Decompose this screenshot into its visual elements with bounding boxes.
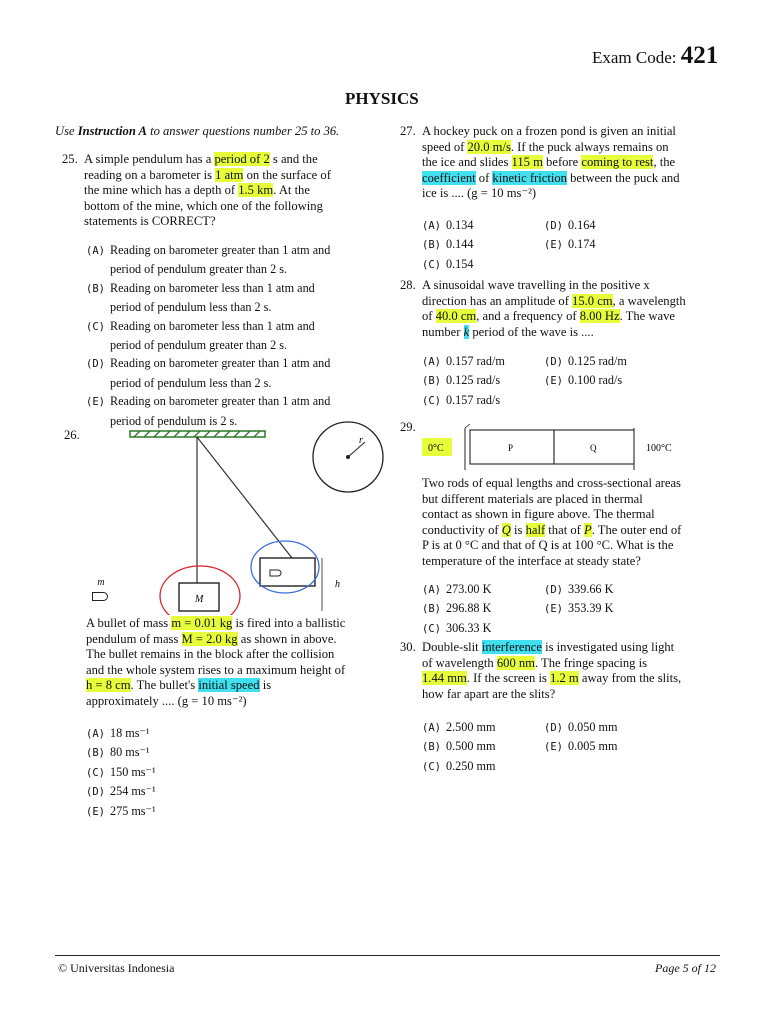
option[interactable]: (B) Reading on barometer less than 1 atm and period of pendulum less than 2 s. (86, 280, 315, 315)
option[interactable]: (E) 0.005 mm (544, 739, 618, 754)
option[interactable]: (E) 0.174 (544, 237, 596, 252)
q27-options-left (422, 216, 473, 274)
option[interactable]: (A) Reading on barometer greater than 1 atm and period of pendulum greater than 2 s. (86, 243, 331, 277)
q27-options-right (544, 216, 595, 255)
q29-options-right (544, 580, 613, 619)
option[interactable]: (D) 0.164 (544, 218, 596, 232)
page-title: PHYSICS (345, 89, 419, 108)
height-label: h (335, 579, 340, 590)
q29-options-left (422, 580, 491, 638)
question-number: 30. (400, 640, 416, 654)
radius-label: r (359, 435, 363, 446)
question-25: 25. A simple pendulum has a period of 2 s and the reading on a barometer is 1 atm on the surface of the mine which has a depth of 1.5 km. At the bottom of the mine, which one of the following statements is CORRECT? (62, 152, 331, 229)
option[interactable]: (A) 2.500 mm (422, 720, 496, 734)
footer-page-number: Page 5 of 12 (655, 961, 716, 975)
question-29: Two rods of equal lengths and cross-sectional areas but different materials are placed in thermal contact as shown in figure above. The thermal conductivity of Q is half that of P. The outer end of P is at 0 °C and that of Q is at 100 °C. What is the temperature of the interface at steady state? (422, 476, 682, 568)
option[interactable]: (A) 0.157 rad/m (422, 354, 505, 368)
right-temp-label: 100°C (646, 443, 672, 454)
q30-options-left (422, 718, 495, 776)
option[interactable]: (E) Reading on barometer greater than 1 atm and period of pendulum is 2 s. (86, 394, 331, 428)
q28-options-left (422, 352, 505, 410)
option[interactable]: (C) 306.33 K (422, 620, 492, 635)
option[interactable]: (E) 0.100 rad/s (544, 373, 623, 388)
question-number: 27. (400, 124, 416, 138)
option[interactable]: (D) 339.66 K (544, 582, 614, 596)
block-M-label: M (195, 594, 204, 605)
option[interactable]: (B) 80 ms⁻¹ (86, 745, 150, 760)
pendulum-string-swung (197, 437, 292, 558)
exam-code-label: Exam Code: (592, 48, 677, 67)
question-28: 28. A sinusoidal wave travelling in the positive x direction has an amplitude of 15.0 cm, a wavelength of 40.0 cm, and a frequency of 8.00 Hz. The wave number k period of the wave is .... (400, 278, 686, 339)
option[interactable]: (C) 0.157 rad/s (422, 392, 501, 407)
question-26: A bullet of mass m = 0.01 kg is fired into a ballistic pendulum of mass M = 2.0 kg as shown in above. The bullet remains in the block after the collision and the whole system rises to a maximum height of h = 8 cm. The bullet's initial speed is approximately .... (g = 10 ms⁻²) (86, 616, 346, 708)
q25-options (86, 241, 376, 430)
footer-left: © Universitas Indonesia (58, 961, 175, 975)
option[interactable]: (E) 275 ms⁻¹ (86, 803, 156, 818)
instruction: Use Instruction A to answer questions number 25 to 36. (55, 124, 340, 138)
left-temp-label: 0°C (428, 443, 444, 454)
question-27: 27. A hockey puck on a frozen pond is given an initial speed of 20.0 m/s. If the puck always remains on the ice and slides 115 m before coming to rest, the coefficient of kinetic friction between the puck and ice is .... (g = 10 ms⁻²) (400, 124, 680, 201)
option[interactable]: (D) 254 ms⁻¹ (86, 784, 156, 799)
exam-code-value: 421 (680, 42, 719, 69)
rod-P-label: P (508, 443, 514, 453)
question-26-number: 26. (64, 428, 80, 442)
option[interactable]: (C) 150 ms⁻¹ (86, 764, 156, 779)
q26-options (86, 724, 156, 821)
option[interactable]: (C) 0.154 (422, 256, 474, 271)
q30-options-right (544, 718, 617, 757)
block-raised (260, 558, 315, 586)
option[interactable]: (A) 18 ms⁻¹ (86, 726, 150, 740)
option[interactable]: (C) 0.250 mm (422, 758, 496, 773)
question-number: 28. (400, 278, 416, 292)
bullet-figure (92, 577, 110, 601)
option[interactable]: (D) 0.125 rad/m (544, 354, 627, 368)
option[interactable]: (A) 0.134 (422, 218, 474, 232)
option[interactable]: (D) 0.050 mm (544, 720, 618, 734)
option[interactable]: (C) Reading on barometer less than 1 atm and period of pendulum greater than 2 s. (86, 318, 315, 353)
thermal-rods-figure (420, 424, 720, 480)
exam-code (592, 42, 718, 70)
footer-rule (55, 955, 720, 956)
option[interactable]: (B) 0.500 mm (422, 739, 496, 754)
bullet-label: m (97, 577, 105, 588)
option[interactable]: (B) 0.144 (422, 237, 474, 252)
option[interactable]: (B) 296.88 K (422, 601, 492, 616)
ballistic-pendulum-figure (80, 415, 400, 615)
question-number: 25. (62, 152, 78, 166)
option[interactable]: (A) 273.00 K (422, 582, 492, 596)
option[interactable]: (B) 0.125 rad/s (422, 373, 501, 388)
option[interactable]: (E) 353.39 K (544, 601, 614, 616)
rod-Q-label: Q (590, 443, 597, 453)
option[interactable]: (D) Reading on barometer greater than 1 atm and period of pendulum less than 2 s. (86, 356, 331, 390)
question-30: 30. Double-slit interference is investigated using light of wavelength 600 nm. The fringe spacing is 1.44 mm. If the screen is 1.2 m away from the slits, how far apart are the slits? (400, 640, 682, 701)
q28-options-right (544, 352, 627, 391)
question-29-number: 29. (400, 420, 416, 434)
